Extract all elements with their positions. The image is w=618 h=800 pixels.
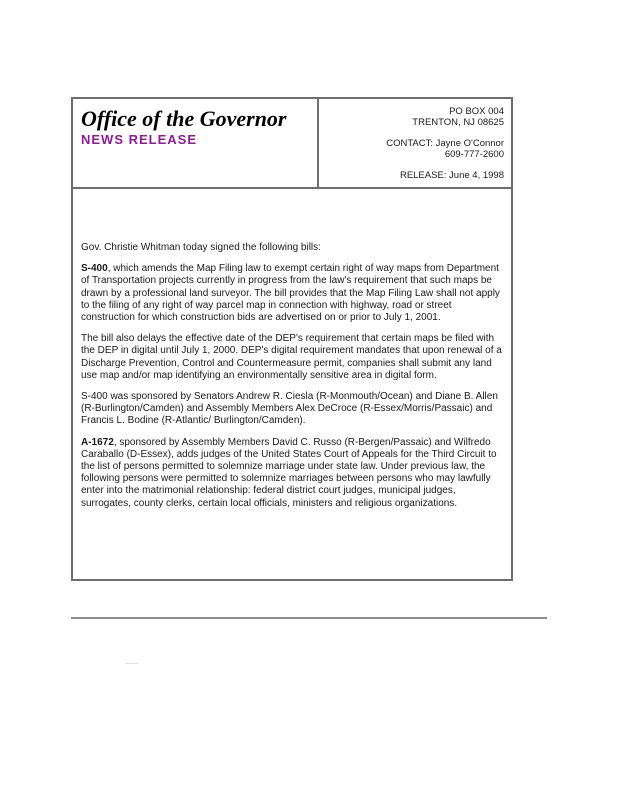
s400-paragraph — [81, 263, 507, 324]
address-line-2: TRENTON, NJ 08625 — [412, 117, 504, 128]
contact-phone: 609-777-2600 — [444, 149, 504, 160]
s400-sponsors-paragraph: S-400 was sponsored by Senators Andrew R. Ciesla (R-Monmouth/Ocean) and Diane B. Allen (R-Burlington/Camden) and Assembly Members Alex DeCroce (R-Essex/Morris/Passaic) and Francis L. Bodine (R-Atlantic/ Burlington/Camden). — [81, 391, 498, 427]
news-release-label: NEWS RELEASE — [81, 132, 198, 147]
release-body — [81, 242, 507, 519]
release-header — [73, 99, 511, 189]
address-line-1: PO BOX 004 — [449, 106, 504, 117]
s400-delay-paragraph: The bill also delays the effective date of the DEP's requirement that certain maps be filed with the DEP in digital until July 1, 2000. DEP's digital requirement mandates that upon renewal of a Discharge Prevention, Control and Countermeasure permit, companies shall submit any land use map and/or map identifying an environmentally sensitive area in digital form. — [81, 333, 502, 381]
a1672-description: , sponsored by Assembly Members David C. Russo (R-Bergen/Passaic) and Wilfredo Caraballo (D-Essex), adds judges of the United States Court of Appeals for the Third Circuit to the list of persons permitted to solemnize marriage under state law. Under previous law, the following persons were permitted to solemnize marriages between persons who may lawfully enter into the matrimonial relationship: federal district court judges, municipal judges, surrogates, county clerks, certain local officials, ministers and religious organizations. — [81, 436, 497, 509]
bill-number-a1672: A-1672 — [81, 436, 114, 448]
contact-name: CONTACT: Jayne O'Connor — [386, 138, 504, 149]
header-title-cell — [73, 99, 319, 187]
faint-mark — [126, 663, 138, 664]
office-title: Office of the Governor — [81, 106, 287, 131]
news-release-box — [71, 97, 513, 581]
a1672-paragraph — [81, 437, 507, 510]
footer-divider — [71, 617, 547, 619]
bill-number-s400: S-400 — [81, 263, 108, 275]
s400-description: , which amends the Map Filing law to exempt certain right of way maps from Department of Transportation projects currently in progress from the law's requirement that such maps be drawn by a professional land surveyor. The bill provides that the Map Filing Law shall not apply to the filing of any right of way parcel map in connection with highway, road or street construction for which construction bids are advertised on or prior to July 1, 2001. — [81, 263, 500, 324]
header-contact-cell — [324, 106, 504, 181]
intro-paragraph: Gov. Christie Whitman today signed the following bills: — [81, 242, 321, 253]
release-date: RELEASE: June 4, 1998 — [399, 170, 504, 181]
